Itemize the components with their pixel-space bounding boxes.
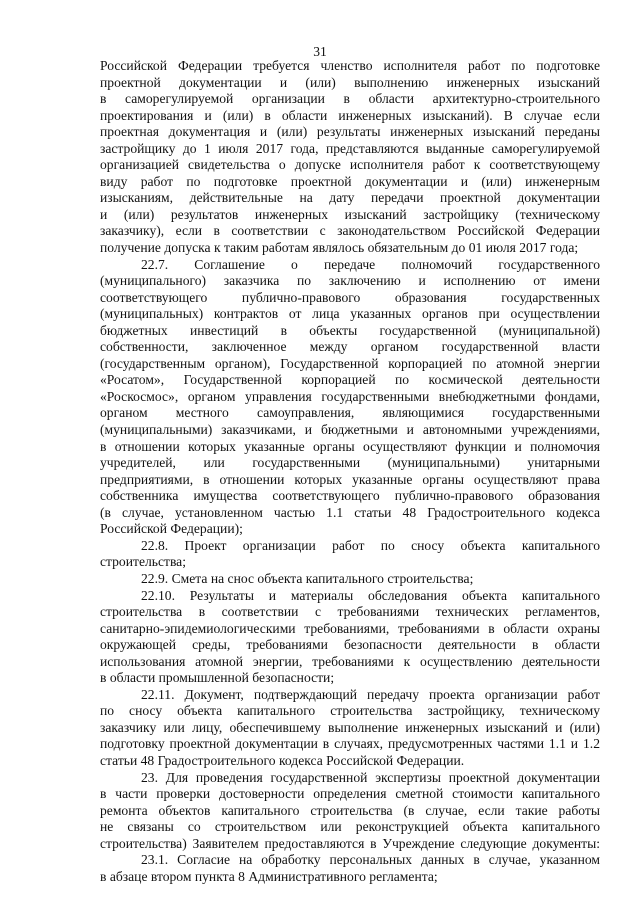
text-line: (муниципальных) контрактов от лица указанных органов при осуществлении bbox=[100, 306, 600, 322]
text-line: Российской Федерации требуется членство исполнителя работ по подготовке bbox=[100, 58, 600, 73]
document-body bbox=[100, 58, 600, 885]
text-line: собственника имущества соответствующего публично-правового образования bbox=[100, 488, 600, 504]
text-line: собственности, заключенное между органом государственной власти bbox=[100, 339, 600, 355]
text-line: учредителей, или государственными (муниципальными) унитарными bbox=[100, 455, 600, 471]
text-line: не связаны со строительством или реконструкцией объекта капитального bbox=[100, 819, 600, 835]
text-line: организацией свидетельства о допуске исполнителя работ к соответствующему bbox=[100, 157, 600, 173]
text-line: застройщику до 1 июля 2017 года, представляются выданные саморегулируемой bbox=[100, 140, 600, 156]
text-line: санитарно-эпидемиологическими требованиями, требованиями в области охраны bbox=[100, 620, 600, 636]
text-line: в отношении которых указанные органы осуществляют функции и полномочия bbox=[100, 438, 600, 454]
text-line: «Росатом», Государственной корпорацией по космической деятельности bbox=[100, 372, 600, 388]
text-line: (муниципального) заказчика по заключению и исполнению от имени bbox=[100, 273, 600, 289]
text-line: соответствующего публично-правового образования государственных bbox=[100, 289, 600, 305]
text-line: строительства в соответствии с требованиями технических регламентов, bbox=[100, 604, 600, 620]
text-line: строительства; bbox=[100, 554, 186, 570]
text-line: изысканиям, действительные на дату передачи проектной документации bbox=[100, 190, 600, 206]
text-line: статьи 48 Градостроительного кодекса Российской Федерации. bbox=[100, 752, 465, 768]
text-line: использования атомной энергии, требованиями к осуществлению деятельности bbox=[100, 653, 600, 669]
text-line: бюджетных инвестиций в объекты государственной (муниципальной) bbox=[100, 322, 600, 338]
text-line: проектирования и (или) в области инженерных изысканий). В случае если bbox=[100, 107, 600, 123]
text-line: по сносу объекта капитального строительства застройщику, техническому bbox=[100, 703, 600, 719]
text-line: заказчику или лицу, обеспечившему выполнение инженерных изысканий и (или) bbox=[100, 719, 600, 735]
text-line: 23.1. Согласие на обработку персональных данных в случае, указанном bbox=[141, 852, 600, 868]
text-line: (муниципальными) заказчиками, и бюджетными и автономными учреждениями, bbox=[100, 422, 600, 438]
text-line: (в случае, установленном частью 1.1 статьи 48 Градостроительного кодекса bbox=[100, 504, 600, 520]
text-line: окружающей среды, требованиями безопасности деятельности в области bbox=[100, 637, 600, 653]
text-line: строительства) Заявителем предоставляются в Учреждение следующие документы: bbox=[100, 835, 600, 851]
text-line: в части проверки достоверности определения сметной стоимости капитального bbox=[100, 786, 600, 802]
text-line: и (или) результатов инженерных изысканий застройщику (техническому bbox=[100, 206, 600, 222]
text-line: 23. Для проведения государственной экспертизы проектной документации bbox=[141, 769, 600, 785]
text-line: 22.7. Соглашение о передаче полномочий государственного bbox=[141, 256, 600, 272]
text-line: предприятиями, в отношении которых указанные органы осуществляют права bbox=[100, 471, 600, 487]
text-line: 22.8. Проект организации работ по сносу объекта капитального bbox=[141, 537, 600, 553]
text-line: проектной документации и (или) выполнению инженерных изысканий bbox=[100, 74, 600, 90]
text-line: (государственным органом), Государственной корпорацией по атомной энергии bbox=[100, 355, 600, 371]
text-line: органом местного самоуправления, являющимися государственными bbox=[100, 405, 600, 421]
text-line: ремонта объектов капитального строительства (в случае, если такие работы bbox=[100, 802, 600, 818]
text-line: Российской Федерации); bbox=[100, 521, 243, 537]
text-line: проектная документация и (или) результаты инженерных изысканий переданы bbox=[100, 124, 600, 140]
text-line: виду работ по подготовке проектной документации и (или) инженерным bbox=[100, 173, 600, 189]
text-line: 22.10. Результаты и материалы обследования объекта капитального bbox=[141, 587, 600, 603]
text-line: заказчику), если в соответствии с законодательством Российской Федерации bbox=[100, 223, 600, 239]
text-line: 22.9. Смета на снос объекта капитального строительства; bbox=[141, 570, 474, 586]
text-line: 22.11. Документ, подтверждающий передачу проекта организации работ bbox=[141, 686, 600, 702]
text-line: подготовку проектной документации в случаях, предусмотренных частями 1.1 и 1.2 bbox=[100, 736, 600, 752]
page-number: 31 bbox=[313, 44, 327, 59]
text-line: получение допуска к таким работам являлось обязательным до 01 июля 2017 года; bbox=[100, 240, 579, 256]
text-line: в саморегулируемой организации в области архитектурно-строительного bbox=[100, 91, 600, 107]
text-line: «Роскосмос», органом управления государственными внебюджетными фондами, bbox=[100, 388, 600, 404]
text-line: в абзаце втором пункта 8 Административного регламента; bbox=[100, 868, 438, 884]
text-line: в области промышленной безопасности; bbox=[100, 670, 335, 686]
